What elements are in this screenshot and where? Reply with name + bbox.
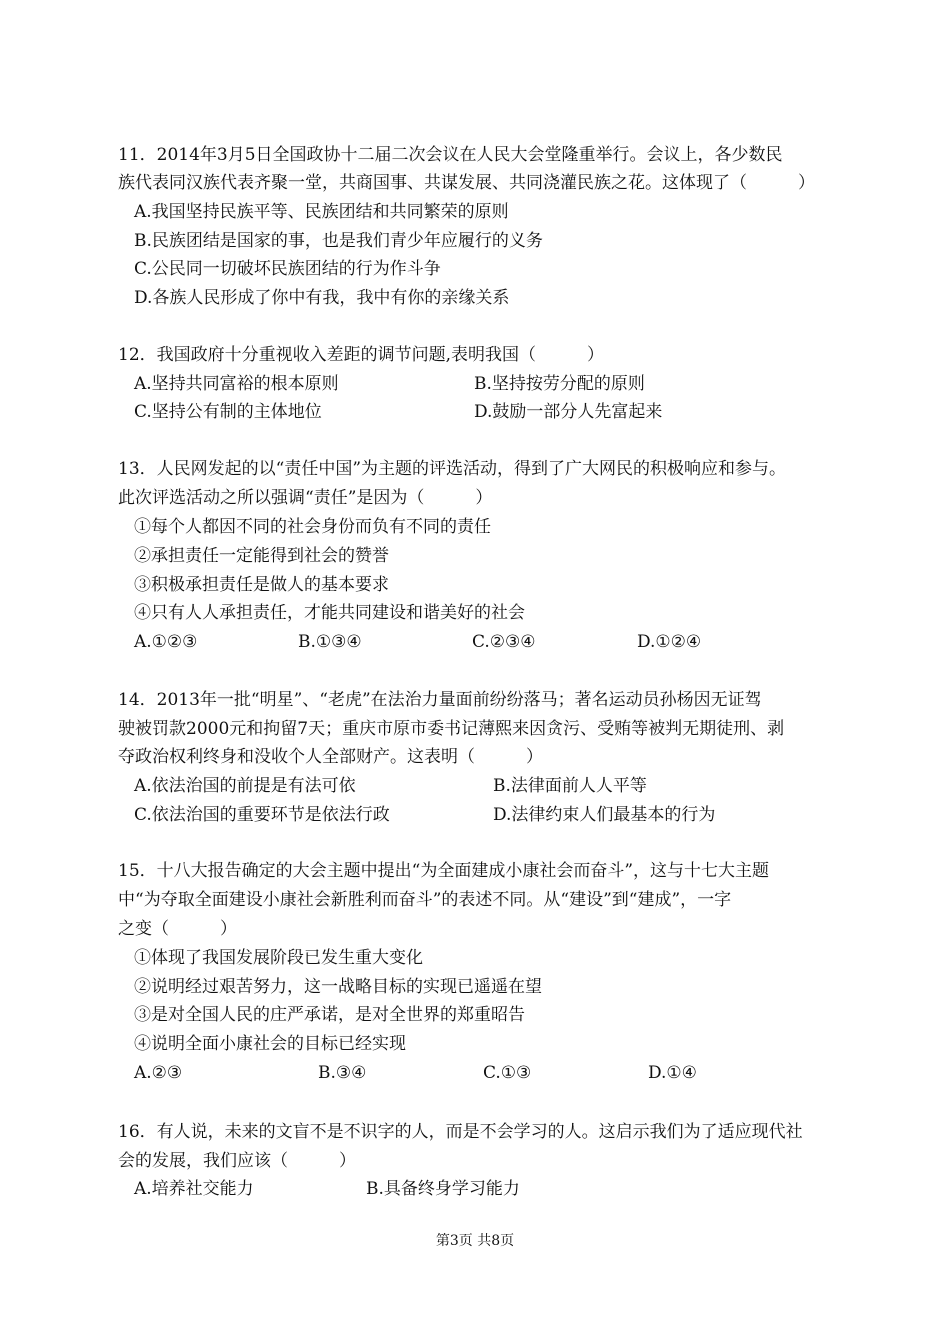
question-stem-line: 驶被罚款2000元和拘留7天；重庆市原市委书记薄熙来因贪污、受贿等被判无期徒刑、剥 [118, 719, 785, 739]
option-c: C.②③④ [472, 632, 536, 652]
option-b: B.①③④ [298, 632, 362, 652]
question-stem-line: 族代表同汉族代表齐聚一堂，共商国事、共谋发展、共同浇灌民族之花。这体现了（ ） [118, 173, 815, 193]
question-stem-line: 16．有人说，未来的文盲不是不识字的人，而是不会学习的人。这启示我们为了适应现代社 [118, 1122, 803, 1142]
statement-4: ④只有人人承担责任，才能共同建设和谐美好的社会 [134, 603, 525, 623]
statement-1: ①体现了我国发展阶段已发生重大变化 [134, 948, 423, 968]
option-c: C.①③ [483, 1063, 532, 1083]
statement-2: ②说明经过艰苦努力，这一战略目标的实现已遥遥在望 [134, 977, 542, 997]
question-stem-line: 11．2014年3月5日全国政协十二届二次会议在人民大会堂隆重举行。会议上，各少数民 [118, 145, 783, 165]
option-b: B.民族团结是国家的事，也是我们青少年应履行的义务 [134, 231, 543, 251]
option-a: A.①②③ [134, 632, 198, 652]
question-stem-line: 中“为夺取全面建设小康社会新胜利而奋斗”的表述不同。从“建设”到“建成”，一字 [118, 890, 732, 910]
option-d: D.①②④ [637, 632, 702, 652]
option-d: D.①④ [648, 1063, 697, 1083]
question-stem-line: 14．2013年一批“明星”、“老虎”在法治力量面前纷纷落马；著名运动员孙杨因无证驾 [118, 690, 762, 710]
question-stem-line: 13．人民网发起的以“责任中国”为主题的评选活动，得到了广大网民的积极响应和参与。 [118, 459, 787, 479]
option-a: A.我国坚持民族平等、民族团结和共同繁荣的原则 [134, 202, 509, 222]
statement-4: ④说明全面小康社会的目标已经实现 [134, 1034, 406, 1054]
option-a: A.依法治国的前提是有法可依 [134, 776, 356, 796]
option-a: A.坚持共同富裕的根本原则 [134, 374, 339, 394]
page-number-footer: 第3页 共8页 [435, 1233, 515, 1249]
statement-3: ③积极承担责任是做人的基本要求 [134, 575, 389, 595]
option-d: D.鼓励一部分人先富起来 [474, 402, 663, 422]
option-b: B.③④ [318, 1063, 367, 1083]
option-b: B.具备终身学习能力 [366, 1179, 520, 1199]
question-stem-line: 15．十八大报告确定的大会主题中提出“为全面建成小康社会而奋斗”，这与十七大主题 [118, 861, 770, 881]
option-b: B.坚持按劳分配的原则 [474, 374, 645, 394]
option-c: C.依法治国的重要环节是依法行政 [134, 805, 390, 825]
question-stem-line: 之变（ ） [118, 919, 237, 939]
option-c: C.公民同一切破坏民族团结的行为作斗争 [134, 259, 441, 279]
option-a: A.培养社交能力 [134, 1179, 254, 1199]
statement-2: ②承担责任一定能得到社会的赞誉 [134, 546, 389, 566]
question-stem-line: 会的发展，我们应该（ ） [118, 1151, 356, 1171]
option-b: B.法律面前人人平等 [493, 776, 647, 796]
question-stem-line: 夺政治权利终身和没收个人全部财产。这表明（ ） [118, 747, 543, 767]
question-stem-line: 12．我国政府十分重视收入差距的调节问题,表明我国（ ） [118, 345, 605, 365]
option-a: A.②③ [134, 1063, 183, 1083]
option-d: D.法律约束人们最基本的行为 [493, 805, 716, 825]
option-d: D.各族人民形成了你中有我，我中有你的亲缘关系 [134, 288, 510, 308]
question-stem-line: 此次评选活动之所以强调“责任”是因为（ ） [118, 488, 493, 508]
option-c: C.坚持公有制的主体地位 [134, 402, 322, 422]
statement-1: ①每个人都因不同的社会身份而负有不同的责任 [134, 517, 491, 537]
statement-3: ③是对全国人民的庄严承诺，是对全世界的郑重昭告 [134, 1005, 525, 1025]
